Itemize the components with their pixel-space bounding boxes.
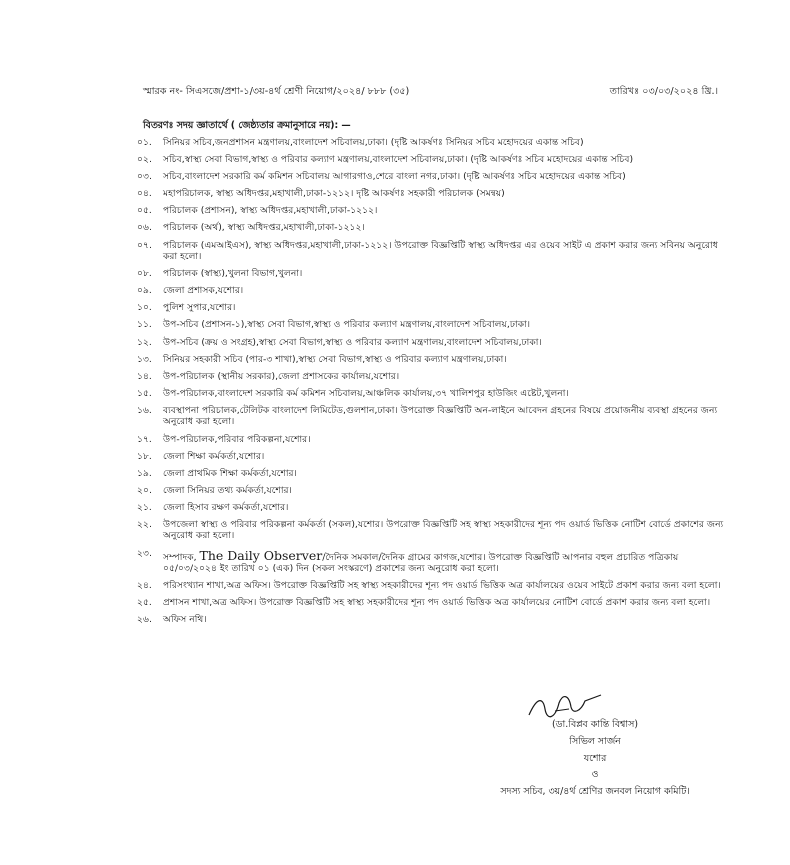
item-text: পরিচালক (এমআইএস), স্বাস্থ্য অধিদপ্তর,মহাখালী,ঢাকা-১২১২। উপরোক্ত বিজ্ঞপ্তিটি স্বাস্থ্য অধিদপ্তর এর ওয়েব সাইট এ প্রকাশ করার জন্য সবিনয় অনুরোধ করা হলো। [163,239,718,263]
recipient-item [137,614,727,626]
item-number: ১৪. [137,370,152,382]
recipient-item [137,171,727,183]
recipient-item [137,580,727,592]
item-text: মহাপরিচালক, স্বাস্থ্য অধিদপ্তর,মহাখালী,ঢাকা-১২১২। দৃষ্টি আকর্ষণঃ সহকারী পরিচালক (সমন্বয়) [163,188,505,200]
item-number: ২১. [137,501,152,513]
recipient-item [137,188,727,200]
item-number: ০৯. [137,285,152,297]
item-text: পরিচালক (প্রশাসন), স্বাস্থ্য অধিদপ্তর,মহাখালী,ঢাকা-১২১২। [163,205,378,217]
item-text: পুলিশ সুপার,যশোর। [163,302,236,314]
item-text: উপজেলা স্বাস্থ্য ও পরিবার পরিকল্পনা কর্মকর্তা (সকল),যশোর। উপরোক্ত বিজ্ঞপ্তিটি সহ স্বাস্থ্য সহকারীদের শূন্য পদ ওয়ার্ড ভিত্তিক নোটিশ বোর্ডে প্রকাশের জন্য অনুরোধ করা হলো। [163,518,724,542]
item-number: ০৬. [137,222,152,234]
recipient-item [137,205,727,217]
item-number: ১২. [137,336,152,348]
item-text: উপ-পরিচালক (স্থানীয় সরকার),জেলা প্রশাসকের কার্যালয়,যশোর। [163,370,400,382]
recipient-item [137,285,727,297]
item-number: ০১. [137,137,152,148]
item-text: উপ-পরিচালক,পরিবার পরিকল্পনা,যশোর। [163,433,311,445]
item-text: পরিচালক (স্বাস্থ্য),খুলনা বিভাগ,খুলনা। [163,268,303,280]
item-number: ০৪. [137,188,152,200]
item-text: জেলা শিক্ষা কর্মকর্তা,যশোর। [163,450,265,462]
item-number: ১০. [137,302,152,314]
item-text-prefix: সম্পাদক, [163,551,200,563]
item-text: উপ-পরিচালক,বাংলাদেশ সরকারি কর্ম কমিশন সচিবালয়,আঞ্চলিক কার্যালয়,৩৭ খালিশপুর হাউজিং এষ্টেট,খুলনা। [163,387,569,399]
item-text: পরিচালক (অর্থ), স্বাস্থ্য অধিদপ্তর,মহাখালী,ঢাকা-১২১২। [163,222,365,234]
recipient-item [137,519,727,542]
item-text: জেলা সিনিয়র তথ্য কর্মকর্তা,যশোর। [163,484,292,496]
item-number: ২৩. [137,547,152,559]
recipient-item [137,548,727,575]
item-number: ২৫. [137,597,152,609]
recipient-item [137,485,727,497]
signatory-name: (ডা.বিপ্লব কান্তি বিশ্বাস) [552,719,638,730]
signatory-title: সিভিল সার্জন [569,735,621,747]
recipient-item [137,154,727,166]
recipient-item [137,268,727,280]
newspaper-name: The Daily Observer [199,547,323,563]
memo-date: তারিখঃ ০৩/০৩/২০২৪ খ্রি.। [609,86,718,97]
item-text: ব্যবস্থাপনা পরিচালক,টেলিটক বাংলাদেশ লিমিটেড,গুলশান,ঢাকা। উপরোক্ত বিজ্ঞপ্তিটি অন-লাইনে আবেদন গ্রহনের বিষয়ে প্রয়োজনীয় ব্যবস্থা গ্রহনের জন্য অনুরোধ করা হলো। [163,404,718,428]
item-number: ০৫. [137,205,152,217]
item-number: ১৫. [137,387,152,399]
recipient-item [137,222,727,234]
recipient-item [137,451,727,463]
recipient-item [137,319,727,331]
item-number: ০৮. [137,268,152,280]
item-number: ১১. [137,319,152,331]
signature-block [470,705,720,803]
recipient-item [137,405,727,428]
item-text: জেলা হিসাব রক্ষণ কর্মকর্তা,যশোর। [163,501,289,513]
item-text: পরিসংখ্যান শাখা,অত্র অফিস। উপরোক্ত বিজ্ঞপ্তিটি সহ স্বাস্থ্য সহকারীদের শূন্য পদ ওয়ার্ড ভিত্তিক অত্র কার্যালয়ের ওয়েব সাইটে প্রকাশ করার জন্য বলা হলো। [163,580,721,592]
item-text: উপ-সচিব (ক্রয় ও সংগ্রহ),স্বাস্থ্য সেবা বিভাগ,স্বাস্থ্য ও পরিবার কল্যাণ মন্ত্রণালয়,বাংলাদেশ সচিবালয়,ঢাকা। [163,336,542,348]
distribution-heading: বিতরণঃ সদয় জ্ঞাতার্থে ( জেষ্ঠ্যতার ক্রমানুসারে নয়): — [143,120,351,131]
handwritten-signature [525,691,605,721]
item-number: ২২. [137,518,152,530]
signatory-role: সদস্য সচিব, ৩য়/৪র্থ শ্রেণির জনবল নিয়োগ কমিটি। [500,786,690,797]
item-number: ২৬. [137,614,152,626]
item-text: অফিস নথি। [163,614,207,626]
recipient-item [137,337,727,349]
recipient-item [137,388,727,400]
recipient-item [137,502,727,514]
item-number: ০৩. [137,171,152,183]
recipient-item [137,302,727,314]
item-number: ১৬. [137,404,152,416]
recipient-item [137,240,727,263]
item-text: সিনিয়র সহকারী সচিব (পার-৩ শাখা),স্বাস্থ্য সেবা বিভাগ,স্বাস্থ্য ও পরিবার কল্যাণ মন্ত্রণালয়,ঢাকা। [163,353,507,365]
item-text: সচিব,বাংলাদেশ সরকারি কর্ম কমিশন সচিবালয় আগারগাও,শেরে বাংলা নগর,ঢাকা। (দৃষ্টি আকর্ষণঃ সচিব মহোদয়ের একান্ত সচিব) [163,171,626,183]
item-number: ২৪. [137,580,152,592]
item-number: ১৮. [137,450,152,462]
recipient-list [137,137,727,632]
recipient-item [137,371,727,383]
signatory-location: যশোর [583,752,607,764]
item-number: ০৭. [137,239,152,251]
recipient-item [137,137,727,149]
item-text: জেলা প্রশাসক,যশোর। [163,285,244,297]
recipient-item [137,354,727,366]
recipient-item [137,434,727,446]
item-text [163,548,727,575]
item-text: উপ-সচিব (প্রশাসন-১),স্বাস্থ্য সেবা বিভাগ,স্বাস্থ্য ও পরিবার কল্যাণ মন্ত্রণালয়,বাংলাদেশ সচিবালয়,ঢাকা। [163,319,531,331]
item-number: ১৯. [137,467,152,479]
signatory-conjunction: ও [591,769,599,781]
item-text: সচিব,স্বাস্থ্য সেবা বিভাগ,স্বাস্থ্য ও পরিবার কল্যাণ মন্ত্রণালয়,বাংলাদেশ সচিবালয়,ঢাকা। (দৃষ্টি আকর্ষণঃ সচিব মহোদয়ের একান্ত সচিব) [163,154,634,166]
item-number: ০২. [137,154,152,166]
memo-number: স্মারক নং- সিএসজে/প্রশা-১/৩য়-৪র্থ শ্রেণী নিয়োগ/২০২৪/ ৮৮৮ (৩৫) [143,86,410,97]
recipient-item [137,468,727,480]
item-text: জেলা প্রাথমিক শিক্ষা কর্মকর্তা,যশোর। [163,467,297,479]
item-number: ১৭. [137,433,152,445]
item-text: প্রশাসন শাখা,অত্র অফিস। উপরোক্ত বিজ্ঞপ্তিটি সহ স্বাস্থ্য সহকারীদের শূন্য পদ ওয়ার্ড ভিত্তিক অত্র কার্যালয়ের নোটিশ বোর্ডে প্রকাশ করার জন্য বলা হলো। [163,597,711,609]
item-text-suffix: /দৈনিক সমকাল/দৈনিক গ্রামের কাগজ,যশোর। উপরোক্ত বিজ্ঞপ্তিটি আপনার বহুল প্রচারিত পত্রিকায় ০৫/০৩/২০২৪ ইং তারিখ ০১ (এক) দিন (সকল সংস্করণে) প্রকাশের জন্য অনুরোধ করা হলো। [163,551,679,575]
recipient-item [137,597,727,609]
item-text: সিনিয়র সচিব,জনপ্রশাসন মন্ত্রণালয়,বাংলাদেশ সচিবালয়,ঢাকা। (দৃষ্টি আকর্ষণঃ সিনিয়র সচিব মহোদয়ের একান্ত সচিব) [163,137,584,148]
item-number: ১৩. [137,353,152,365]
item-number: ২০. [137,484,152,496]
